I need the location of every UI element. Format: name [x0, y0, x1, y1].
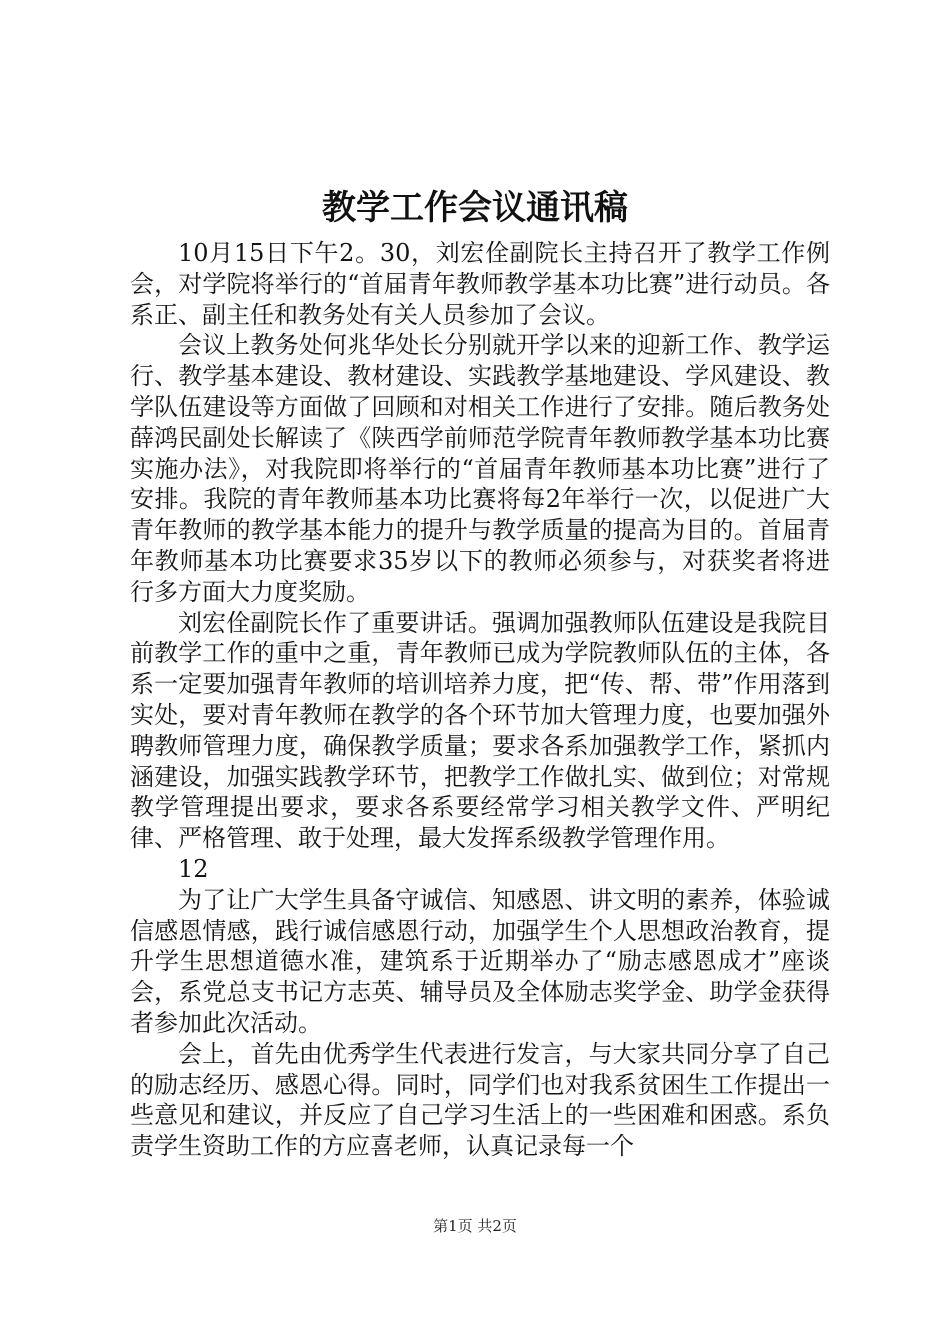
paragraph-academic-affairs-report: 会议上教务处何兆华处长分别就开学以来的迎新工作、教学运行、教学基本建设、教材建设、实践教学基地建设、学风建设、教学队伍建设等方面做了回顾和对相关工作进行了安排。随后教务处薛鸿民副处长解读了《陕西学前师范学院青年教师教学基本功比赛实施办法》，对我院即将举行的“首届青年教师基本功比赛”进行了安排。我院的青年教师基本功比赛将每2年举行一次，以促进广大青年教师的教学基本能力的提升与教学质量的提高为目的。首届青年教师基本功比赛要求35岁以下的教师必须参与，对获奖者将进行多方面大力度奖励。 — [130, 331, 830, 606]
page-number-footer: 第1页 共2页 — [433, 1217, 517, 1235]
paragraph-meeting-intro: 10月15日下午2。30，刘宏佺副院长主持召开了教学工作例会，对学院将举行的“首届青年教师教学基本功比赛”进行动员。各系正、副主任和教务处有关人员参加了会议。 — [130, 239, 830, 329]
document-title: 教学工作会议通讯稿 — [322, 188, 628, 228]
paragraph-student-speeches: 会上，首先由优秀学生代表进行发言，与大家共同分享了自己的励志经历、感恩心得。同时，同学们也对我系贫困生工作提出一些意见和建议，并反应了自己学习生活上的一些困难和困惑。系负责学生资助工作的方应喜老师，认真记录每一个 — [130, 1039, 830, 1161]
document-body — [130, 238, 830, 1162]
paragraph-number-marker: 12 — [178, 854, 209, 883]
paragraph-vice-president-speech: 刘宏佺副院长作了重要讲话。强调加强教师队伍建设是我院目前教学工作的重中之重，青年教师已成为学院教师队伍的主体，各系一定要加强青年教师的培训培养力度，把“传、帮、带”作用落到实处，要对青年教师在教学的各个环节加大管理力度，也要加强外聘教师管理力度，确保教学质量；要求各系加强教学工作，紧抓内涵建设，加强实践教学环节，把教学工作做扎实、做到位；对常规教学管理提出要求，要求各系要经常学习相关教学文件、严明纪律、严格管理、敢于处理，最大发挥系级教学管理作用。 — [130, 608, 830, 853]
paragraph-gratitude-forum: 为了让广大学生具备守诚信、知感恩、讲文明的素养，体验诚信感恩情感，践行诚信感恩行动，加强学生个人思想政治教育，提升学生思想道德水准，建筑系于近期举办了“励志感恩成才”座谈会，系党总支书记方志英、辅导员及全体励志奖学金、助学金获得者参加此次活动。 — [130, 885, 830, 1037]
